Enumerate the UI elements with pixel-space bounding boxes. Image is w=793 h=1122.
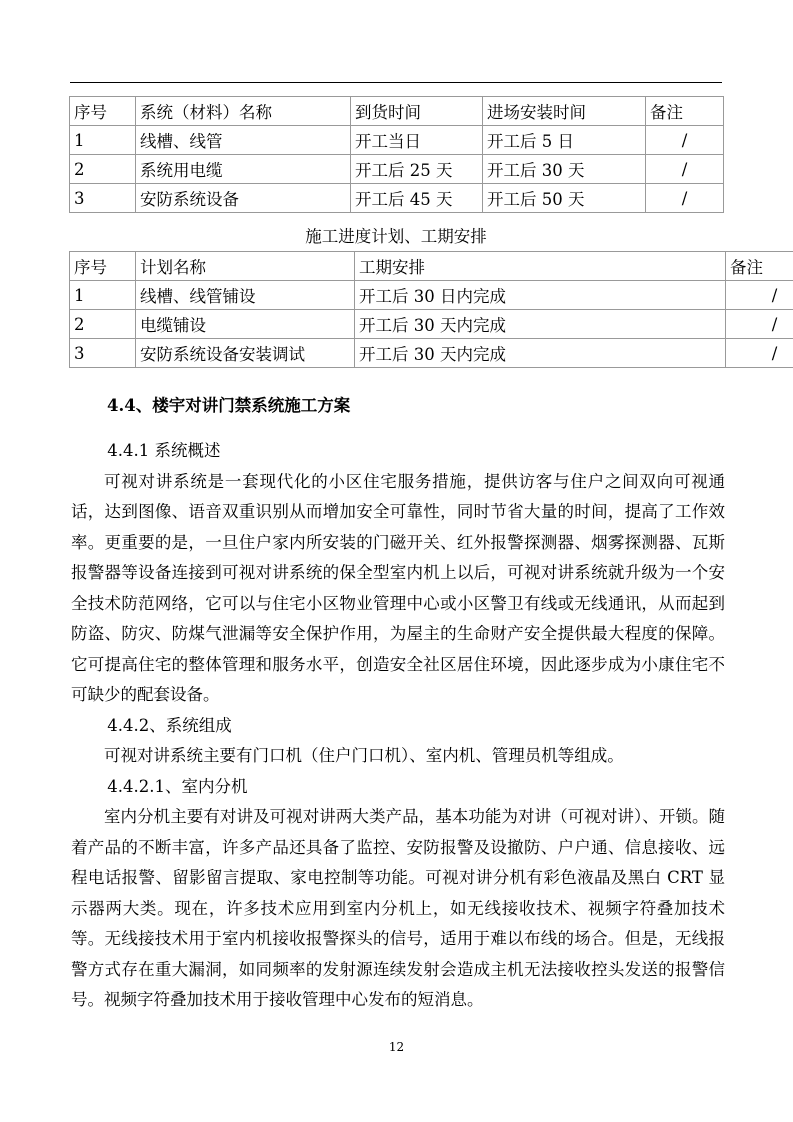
table-cell: 3 bbox=[70, 339, 136, 368]
header-cell: 序号 bbox=[70, 97, 136, 126]
table-cell: / bbox=[726, 339, 793, 368]
header-cell: 进场安装时间 bbox=[483, 97, 646, 126]
header-rule bbox=[70, 82, 722, 83]
table-cell: 线槽、线管铺设 bbox=[136, 281, 355, 310]
page-number: 12 bbox=[388, 1040, 405, 1054]
table-cell: 开工后 30 天内完成 bbox=[355, 339, 726, 368]
table-row bbox=[70, 126, 724, 155]
subheading-system-overview: 4.4.1 系统概述 bbox=[107, 441, 221, 460]
table-cell: / bbox=[726, 281, 793, 310]
schedule-table-caption: 施工进度计划、工期安排 bbox=[305, 227, 487, 246]
table-cell: 开工后 30 天内完成 bbox=[355, 310, 726, 339]
table-cell: 线槽、线管 bbox=[136, 126, 351, 155]
header-cell: 序号 bbox=[70, 252, 136, 281]
delivery-schedule-table bbox=[69, 96, 724, 213]
table-cell: 开工后 50 天 bbox=[483, 184, 646, 213]
table-cell: / bbox=[646, 184, 724, 213]
table-cell: 3 bbox=[70, 184, 136, 213]
subheading-indoor-unit: 4.4.2.1、室内分机 bbox=[107, 776, 248, 796]
table-cell: / bbox=[726, 310, 793, 339]
header-cell: 备注 bbox=[646, 97, 724, 126]
paragraph-system-composition: 可视对讲系统主要有门口机（住户门口机）、室内机、管理员机等组成。 bbox=[104, 746, 624, 765]
table-cell: 1 bbox=[70, 126, 136, 155]
table-cell: / bbox=[646, 126, 724, 155]
table-cell: 系统用电缆 bbox=[136, 155, 351, 184]
table-row bbox=[70, 184, 724, 213]
table-cell: 电缆铺设 bbox=[136, 310, 355, 339]
subheading-system-composition: 4.4.2、系统组成 bbox=[107, 715, 232, 735]
header-cell: 系统（材料）名称 bbox=[136, 97, 351, 126]
header-cell: 到货时间 bbox=[351, 97, 483, 126]
table-cell: 开工当日 bbox=[351, 126, 483, 155]
paragraph-system-overview: 可视对讲系统是一套现代化的小区住宅服务措施，提供访客与住户之间双向可视通话，达到图像、语音双重识别从而增加安全可靠性，同时节省大量的时间，提高了工作效率。更重要的是，一旦住户家内所安装的门磁开关、红外报警探测器、烟雾探测器、瓦斯报警器等设备连接到可视对讲系统的保全型室内机上以后，可视对讲系统就升级为一个安全技术防范网络，它可以与住宅小区物业管理中心或小区警卫有线或无线通讯，从而起到防盗、防灾、防煤气泄漏等安全保护作用，为屋主的生命财产安全提供最大程度的保障。它可提高住宅的整体管理和服务水平，创造安全社区居住环境，因此逐步成为小康住宅不可缺少的配套设备。 bbox=[71, 471, 725, 704]
header-cell: 工期安排 bbox=[355, 252, 726, 281]
paragraph-indoor-unit: 室内分机主要有对讲及可视对讲两大类产品，基本功能为对讲（可视对讲）、开锁。随着产品的不断丰富，许多产品还具备了监控、安防报警及设撤防、户户通、信息接收、远程电话报警、留影留言提取、家电控制等功能。可视对讲分机有彩色液晶及黑白 CRT 显示器两大类。现在，许多技术应用到室内分机上，如无线接收技术、视频字符叠加技术等。无线接技术用于室内机接收报警探头的信号，适用于难以布线的场合。但是，无线报警方式存在重大漏洞，如同频率的发射源连续发射会造成主机无法接收控头发送的报警信号。视频字符叠加技术用于接收管理中心发布的短消息。 bbox=[71, 807, 725, 1009]
table-cell: 开工后 45 天 bbox=[351, 184, 483, 213]
table-header-row bbox=[70, 252, 793, 281]
table-cell: 安防系统设备安装调试 bbox=[136, 339, 355, 368]
table-cell: 2 bbox=[70, 310, 136, 339]
table-row bbox=[70, 339, 793, 368]
section-body bbox=[71, 436, 725, 1016]
table-row bbox=[70, 155, 724, 184]
table-cell: / bbox=[646, 155, 724, 184]
header-cell: 备注 bbox=[726, 252, 793, 281]
table-cell: 2 bbox=[70, 155, 136, 184]
table-cell: 1 bbox=[70, 281, 136, 310]
table-row bbox=[70, 281, 793, 310]
table-cell: 开工后 5 日 bbox=[483, 126, 646, 155]
table-header-row bbox=[70, 97, 724, 126]
header-cell: 计划名称 bbox=[136, 252, 355, 281]
table-row bbox=[70, 310, 793, 339]
section-heading: 4.4、楼宇对讲门禁系统施工方案 bbox=[107, 396, 351, 415]
table-cell: 开工后 30 日内完成 bbox=[355, 281, 726, 310]
table-cell: 安防系统设备 bbox=[136, 184, 351, 213]
table-cell: 开工后 30 天 bbox=[483, 155, 646, 184]
table-cell: 开工后 25 天 bbox=[351, 155, 483, 184]
construction-schedule-table bbox=[69, 251, 793, 368]
